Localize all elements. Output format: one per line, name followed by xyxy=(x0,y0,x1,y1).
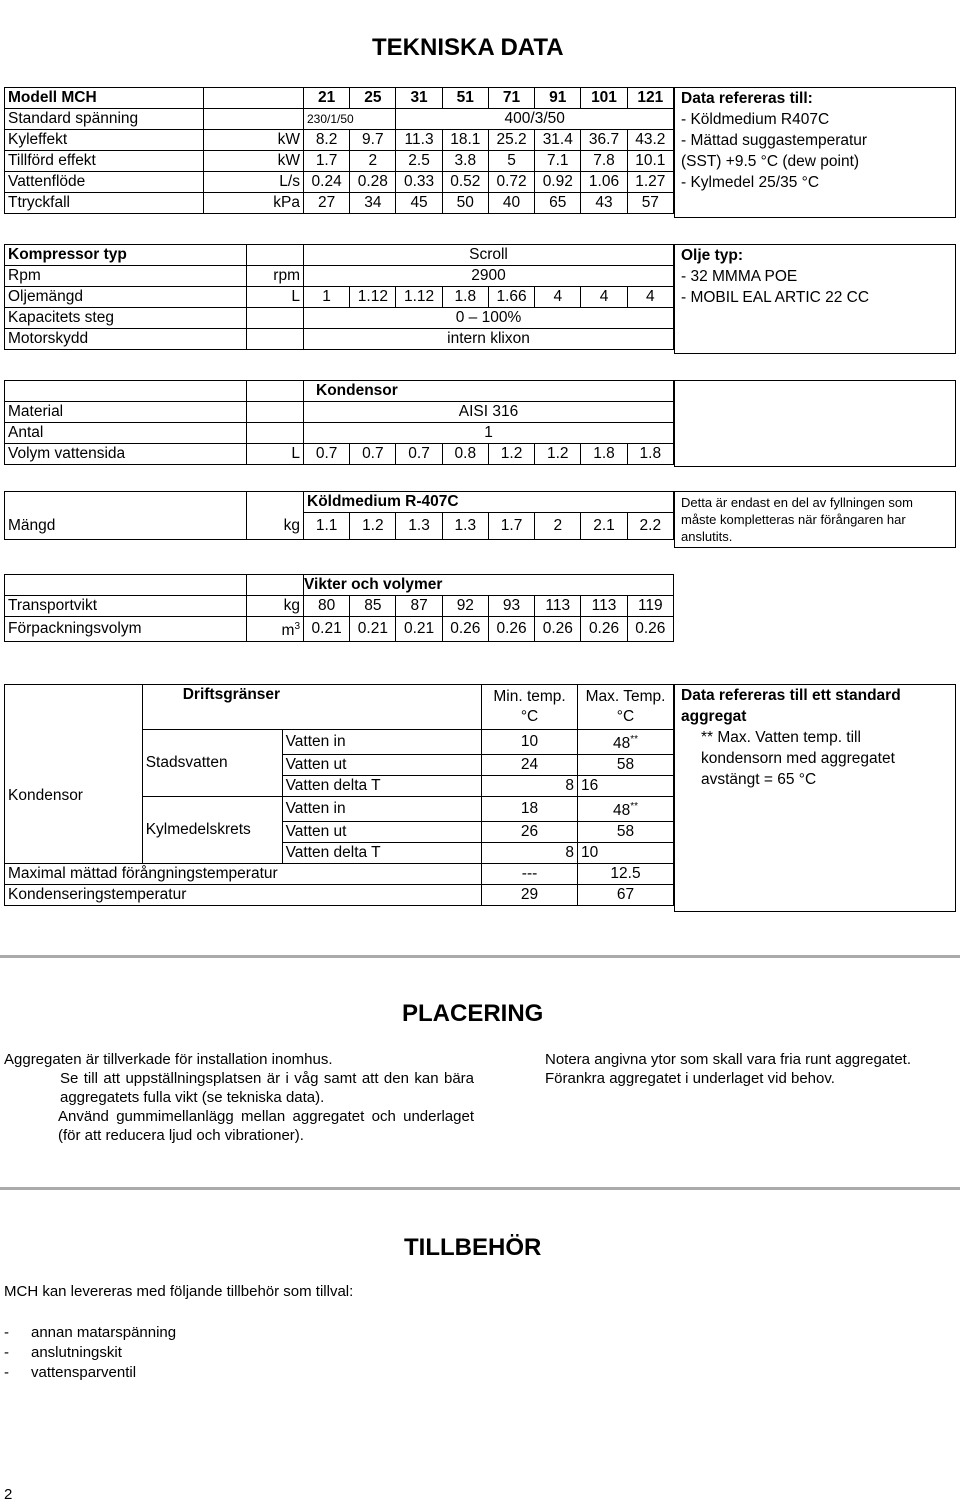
spec-header-row xyxy=(5,88,674,109)
table-row: Ttryckfall kPa 27 34 45 50 40 65 43 57 xyxy=(5,193,674,214)
spec-note-title: Data refereras till: xyxy=(681,90,813,107)
refrigerant-note-box: Detta är endast en del av fyllningen som måste kompletteras när förångaren har anslutits. xyxy=(674,491,956,548)
condenser-note-box xyxy=(674,380,956,467)
limits-sub-kylmedelskrets: Kylmedelskrets xyxy=(142,796,282,863)
model-71: 71 xyxy=(488,88,534,109)
compressor-type-row: Kompressor typ Scroll xyxy=(5,245,674,266)
list-item: - annan matarspänning xyxy=(4,1324,177,1341)
table-row: Tillförd effekt kW 1.7 2 2.5 3.8 5 7.1 7.8 10.1 xyxy=(5,151,674,172)
page-title: TEKNISKA DATA xyxy=(372,34,564,61)
tillbehor-list xyxy=(4,1323,176,1383)
voltage-row xyxy=(5,109,674,130)
tillbehor-intro: MCH kan levereras med följande tillbehör som tillval: xyxy=(4,1283,354,1300)
table-row: Kyleffekt kW 8.2 9.7 11.3 18.1 25.2 31.4 36.7 43.2 xyxy=(5,130,674,151)
table-row: Vattenflöde L/s 0.24 0.28 0.33 0.52 0.72 0.92 1.06 1.27 xyxy=(5,172,674,193)
model-101: 101 xyxy=(581,88,627,109)
model-91: 91 xyxy=(535,88,581,109)
weights-table: Vikter och volymer Transportvikt kg 80 85 87 92 93 113 113 119 Förpackningsvolym $m^3$ 0.21 0.21 0.21 0.26 0.26 0.26 0.26 0.26 xyxy=(4,574,674,642)
model-25: 25 xyxy=(350,88,396,109)
placering-title: PLACERING xyxy=(402,1000,544,1027)
condenser-heading: Kondensor xyxy=(304,381,674,402)
limits-sub-stadsvatten: Stadsvatten xyxy=(142,729,282,796)
section-divider xyxy=(0,1187,960,1190)
limits-table: Driftsgränser Min. temp. °C Max. Temp. °C Kondensor Stadsvatten Vatten in 10 48** Vatten ut 24 58 Vatten delta T 8 16 Kylmedelskrets Vatten in 18 48** Vatten ut 26 58 Vatten delta T 8 10 Maximal mättad förångningstemperatur --- 12.5 Kondenseringstemperatur 29 67 xyxy=(4,684,674,906)
refrigerant-heading: Köldmedium R-407C xyxy=(304,492,674,513)
list-item: - anslutningskit xyxy=(4,1344,122,1361)
compressor-table xyxy=(4,244,674,350)
model-121: 121 xyxy=(627,88,673,109)
page-number: 2 xyxy=(4,1486,13,1503)
list-item: - vattensparventil xyxy=(4,1364,137,1381)
voltage-label: Standard spänning xyxy=(5,109,204,130)
model-31: 31 xyxy=(396,88,442,109)
rpm-row: Rpm rpm 2900 xyxy=(5,266,674,287)
model-21: 21 xyxy=(303,88,349,109)
model-51: 51 xyxy=(442,88,488,109)
refrigerant-table: Köldmedium R-407C Mängd kg 1.1 1.2 1.3 1.3 1.7 2 2.1 2.2 xyxy=(4,491,674,540)
voltage-single-phase: 230/1/50 xyxy=(303,109,395,130)
oil-row: Oljemängd L 1 1.12 1.12 1.8 1.66 4 4 4 xyxy=(5,287,674,308)
spec-table xyxy=(4,87,674,214)
tillbehor-title: TILLBEHÖR xyxy=(404,1234,542,1261)
voltage-three-phase: 400/3/50 xyxy=(396,109,674,130)
limits-note-box: Data refereras till ett standard aggregat ** Max. Vatten temp. till kondensorn med aggregatet avstängt = 65 °C xyxy=(674,684,956,912)
weights-heading: Vikter och volymer xyxy=(304,575,674,596)
spec-note-box: Data refereras till: - Köldmedium R407C - Mättad suggastemperatur (SST) +9.5 °C (dew point) - Kylmedel 25/35 °C xyxy=(674,87,956,218)
spec-header-model: Modell MCH xyxy=(5,88,204,109)
placering-right-text: Notera angivna ytor som skall vara fria runt aggregatet. Förankra aggregatet i underlaget vid behov. xyxy=(545,1051,912,1087)
placering-left-text: Aggregaten är tillverkade för installation inomhus. Se till att uppställningsplatsen är i våg samt att den kan bära aggregatets fulla vikt (se tekniska data). Använd gummimellanlägg mellan aggregatet och underlaget (för att reducera ljud och vibrationer). xyxy=(4,1051,474,1144)
limits-heading: Driftsgränser xyxy=(142,685,481,730)
motor-protection-row: Motorskydd intern klixon xyxy=(5,329,674,350)
section-divider xyxy=(0,955,960,958)
capacity-steps-row: Kapacitets steg 0 – 100% xyxy=(5,308,674,329)
condenser-table: Kondensor Material AISI 316 Antal 1 Volym vattensida L 0.7 0.7 0.7 0.8 1.2 1.2 1.8 1.8 xyxy=(4,380,674,465)
oil-note-box: Olje typ: - 32 MMMA POE - MOBIL EAL ARTIC 22 CC xyxy=(674,244,956,354)
limits-group-kondensor: Kondensor xyxy=(5,729,143,863)
